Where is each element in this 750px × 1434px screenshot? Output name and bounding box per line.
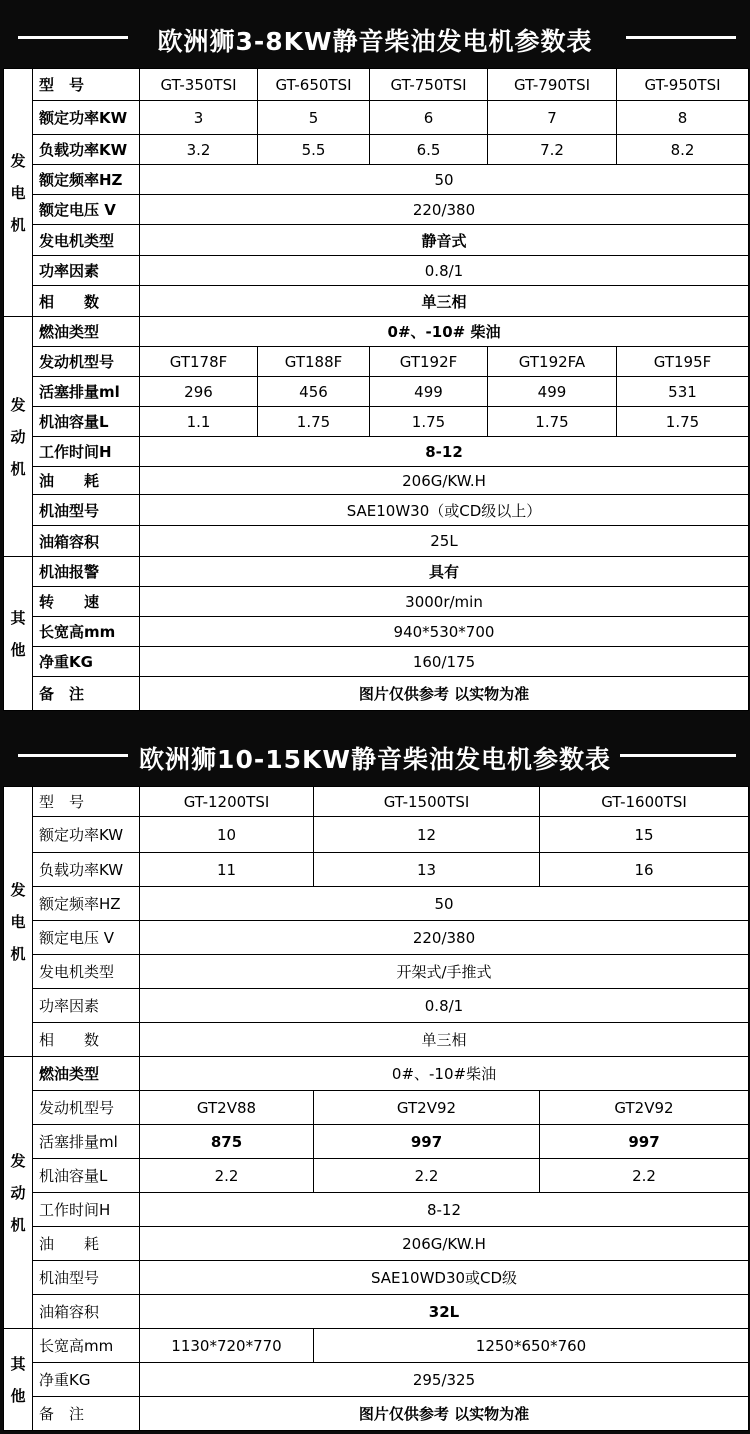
label-remark: 备 注 [33,1397,140,1431]
value-cell: 12 [314,817,540,853]
value-cell: 296 [140,377,258,407]
value-cell: 8-12 [140,1193,749,1227]
model-cell: GT-350TSI [140,69,258,101]
value-cell: GT2V88 [140,1091,314,1125]
value-cell: 0#、-10#柴油 [140,1057,749,1091]
header-rule-right [620,754,736,757]
group-generator: 发 电 机 [4,69,33,317]
value-cell: 50 [140,165,749,195]
model-cell: GT-790TSI [488,69,617,101]
value-cell: 1.75 [258,407,370,437]
group-generator: 发 电 机 [4,787,33,1057]
value-cell: 206G/KW.H [140,1227,749,1261]
value-cell: 997 [314,1125,540,1159]
value-cell: 8.2 [617,135,749,165]
value-cell: 16 [540,853,749,887]
label-displacement: 活塞排量ml [33,1125,140,1159]
value-cell: 开架式/手推式 [140,955,749,989]
value-cell: 图片仅供参考 以实物为准 [140,1397,749,1431]
value-cell: 0.8/1 [140,256,749,286]
label-rated-power: 额定功率KW [33,817,140,853]
value-cell: 50 [140,887,749,921]
model-cell: GT-950TSI [617,69,749,101]
value-cell: GT178F [140,347,258,377]
value-cell: 456 [258,377,370,407]
value-cell: GT192F [370,347,488,377]
value-cell: SAE10WD30或CD级 [140,1261,749,1295]
label-frequency: 额定频率HZ [33,165,140,195]
label-dimensions: 长宽高mm [33,1329,140,1363]
value-cell: 499 [370,377,488,407]
label-oil-type: 机油型号 [33,495,140,526]
header-rule-right [626,36,736,39]
table2-header [0,716,750,786]
value-cell: 1.1 [140,407,258,437]
value-cell: 6 [370,101,488,135]
label-voltage: 额定电压 V [33,921,140,955]
label-tank: 油箱容积 [33,526,140,557]
label-model: 型 号 [33,787,140,817]
value-cell: 220/380 [140,921,749,955]
value-cell: 10 [140,817,314,853]
value-cell: 单三相 [140,286,749,317]
value-cell: 3000r/min [140,587,749,617]
value-cell: 15 [540,817,749,853]
value-cell: 499 [488,377,617,407]
label-oil-capacity: 机油容量L [33,407,140,437]
label-remark: 备 注 [33,677,140,711]
label-net-weight: 净重KG [33,647,140,677]
value-cell: 1.75 [488,407,617,437]
value-cell: 160/175 [140,647,749,677]
group-engine: 发 动 机 [4,317,33,557]
value-cell: 3.2 [140,135,258,165]
label-fuel-consumption: 油 耗 [33,1227,140,1261]
table1-title: 欧洲狮3-8KW静音柴油发电机参数表 [157,27,593,56]
label-dimensions: 长宽高mm [33,617,140,647]
value-cell: 531 [617,377,749,407]
label-speed: 转 速 [33,587,140,617]
value-cell: 5 [258,101,370,135]
value-cell: 25L [140,526,749,557]
group-other: 其 他 [4,557,33,711]
value-cell: 8-12 [140,437,749,467]
label-oil-type: 机油型号 [33,1261,140,1295]
value-cell: GT2V92 [314,1091,540,1125]
table2-title: 欧洲狮10-15KW静音柴油发电机参数表 [139,745,611,774]
label-phase: 相 数 [33,1023,140,1057]
label-gen-type: 发电机类型 [33,225,140,256]
label-power-factor: 功率因素 [33,256,140,286]
label-engine-model: 发动机型号 [33,1091,140,1125]
value-cell: 5.5 [258,135,370,165]
value-cell: 1250*650*760 [314,1329,749,1363]
value-cell: 11 [140,853,314,887]
value-cell: SAE10W30（或CD级以上） [140,495,749,526]
model-cell: GT-1500TSI [314,787,540,817]
value-cell: 8 [617,101,749,135]
value-cell: 1.75 [617,407,749,437]
value-cell: 1.75 [370,407,488,437]
value-cell: GT195F [617,347,749,377]
value-cell: 940*530*700 [140,617,749,647]
value-cell: 图片仅供参考 以实物为准 [140,677,749,711]
value-cell: GT192FA [488,347,617,377]
value-cell: 32L [140,1295,749,1329]
model-cell: GT-650TSI [258,69,370,101]
value-cell: 3 [140,101,258,135]
label-fuel-type: 燃油类型 [33,317,140,347]
model-cell: GT-1600TSI [540,787,749,817]
value-cell: 220/380 [140,195,749,225]
group-engine: 发 动 机 [4,1057,33,1329]
value-cell: 2.2 [540,1159,749,1193]
label-oil-alarm: 机油报警 [33,557,140,587]
label-rated-power: 额定功率KW [33,101,140,135]
value-cell: 7 [488,101,617,135]
label-engine-model: 发动机型号 [33,347,140,377]
table1-header [0,0,750,68]
value-cell: 2.2 [140,1159,314,1193]
label-voltage: 额定电压 V [33,195,140,225]
model-cell: GT-750TSI [370,69,488,101]
label-fuel-type: 燃油类型 [33,1057,140,1091]
value-cell: 206G/KW.H [140,467,749,495]
value-cell: 单三相 [140,1023,749,1057]
label-model: 型 号 [33,69,140,101]
value-cell: 295/325 [140,1363,749,1397]
label-work-time: 工作时间H [33,1193,140,1227]
value-cell: 2.2 [314,1159,540,1193]
label-power-factor: 功率因素 [33,989,140,1023]
value-cell: 静音式 [140,225,749,256]
value-cell: 7.2 [488,135,617,165]
label-gen-type: 发电机类型 [33,955,140,989]
model-cell: GT-1200TSI [140,787,314,817]
label-fuel-consumption: 油 耗 [33,467,140,495]
label-oil-capacity: 机油容量L [33,1159,140,1193]
table2-spec-table [3,786,749,1431]
label-frequency: 额定频率HZ [33,887,140,921]
label-tank: 油箱容积 [33,1295,140,1329]
label-net-weight: 净重KG [33,1363,140,1397]
value-cell: 1130*720*770 [140,1329,314,1363]
group-other: 其 他 [4,1329,33,1431]
value-cell: 6.5 [370,135,488,165]
label-load-power: 负载功率KW [33,853,140,887]
value-cell: 具有 [140,557,749,587]
label-load-power: 负载功率KW [33,135,140,165]
label-phase: 相 数 [33,286,140,317]
value-cell: 13 [314,853,540,887]
value-cell: GT188F [258,347,370,377]
table1-spec-table [3,68,749,711]
value-cell: 0#、-10# 柴油 [140,317,749,347]
value-cell: 0.8/1 [140,989,749,1023]
label-displacement: 活塞排量ml [33,377,140,407]
value-cell: GT2V92 [540,1091,749,1125]
value-cell: 997 [540,1125,749,1159]
label-work-time: 工作时间H [33,437,140,467]
value-cell: 875 [140,1125,314,1159]
